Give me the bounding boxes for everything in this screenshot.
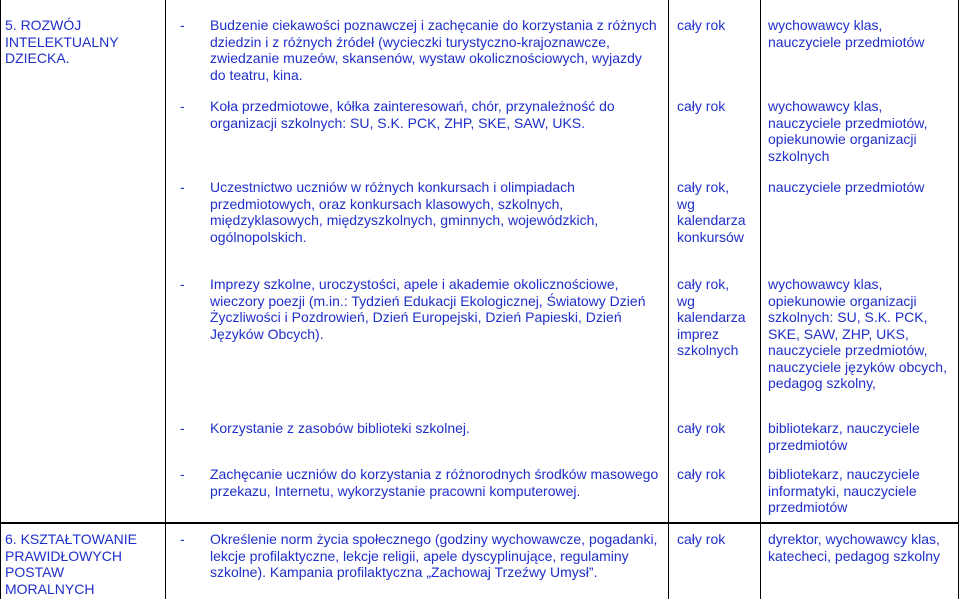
responsible: bibliotekarz, nauczyciele przedmiotów	[768, 420, 920, 453]
timeframe: cały rok, wg kalendarza konkursów	[677, 179, 746, 245]
activity-row-5-5	[180, 420, 660, 437]
table-column-divider-3	[760, 0, 761, 599]
activity-text: Określenie norm życia społecznego (godziny wychowawcze, pogadanki, lekcje profilaktyczne, lekcje religii, apele dyscyplinujące, regulaminy szkolne). Kampania profilaktyczna „Zachowaj Trzeźwy Umysł”.	[210, 531, 658, 580]
responsible: wychowawcy klas, nauczyciele przedmiotów, opiekunowie organizacji szkolnych	[768, 98, 928, 164]
activity-row-5-6	[180, 466, 660, 499]
activity-row-5-4	[180, 276, 660, 342]
table-border-left	[0, 0, 1, 599]
table-border-right	[958, 0, 959, 599]
section-title-6: 6. KSZTAŁTOWANIE PRAWIDŁOWYCH POSTAW MORALNYCH	[5, 531, 137, 597]
timeframe: cały rok	[677, 466, 726, 482]
timeframe: cały rok	[677, 17, 726, 33]
activity-text: Budzenie ciekawości poznawczej i zachęcanie do korzystania z różnych dziedzin i z różnych źródeł (wycieczki turystyczno-krajoznawcze, zwiedzanie muzeów, skansenów, wystaw okolicznościowych, wyjazdy do teatru, kina.	[210, 17, 657, 83]
timeframe: cały rok, wg kalendarza imprez szkolnych	[677, 276, 746, 358]
bullet-dash: -	[180, 420, 185, 436]
table-column-divider-1	[165, 0, 166, 599]
activity-text: Zachęcanie uczniów do korzystania z różnorodnych środków masowego przekazu, Internetu, wykorzystanie pracowni komputerowej.	[210, 466, 659, 499]
bullet-dash: -	[180, 98, 185, 114]
timeframe: cały rok	[677, 531, 726, 547]
responsible: wychowawcy klas, nauczyciele przedmiotów	[768, 17, 925, 50]
activity-text: Imprezy szkolne, uroczystości, apele i akademie okolicznościowe, wieczory poezji (m.in.: Tydzień Edukacji Ekologicznej, Światowy Dzień Życzliwości i Pozdrowień, Dzień Europejski, Dzień Papieski, Dzień Języków Obcych).	[210, 276, 646, 342]
timeframe: cały rok	[677, 98, 726, 114]
bullet-dash: -	[180, 531, 185, 547]
section-divider	[0, 522, 959, 524]
activity-text: Koła przedmiotowe, kółka zainteresowań, chór, przynależność do organizacji szkolnych: SU, S.K. PCK, ZHP, SKE, SAW, UKS.	[210, 98, 615, 131]
activity-text: Korzystanie z zasobów biblioteki szkolnej.	[210, 420, 470, 436]
activity-row-5-3	[180, 179, 660, 245]
activity-row-5-1	[180, 17, 660, 83]
table-column-divider-2	[668, 0, 669, 599]
timeframe: cały rok	[677, 420, 726, 436]
bullet-dash: -	[180, 276, 185, 292]
responsible: dyrektor, wychowawcy klas, katecheci, pedagog szkolny	[768, 531, 940, 564]
responsible: wychowawcy klas, opiekunowie organizacji szkolnych: SU, S.K. PCK, SKE, SAW, ZHP, UKS, nauczyciele przedmiotów, nauczyciele języków obcych, pedagog szkolny,	[768, 276, 947, 391]
activity-row-6-1	[180, 531, 660, 581]
bullet-dash: -	[180, 17, 185, 33]
activity-text: Uczestnictwo uczniów w różnych konkursach i olimpiadach przedmiotowych, oraz konkursach klasowych, szkolnych, międzyklasowych, międzyszkolnych, gminnych, wojewódzkich, ogólnopolskich.	[210, 179, 599, 245]
responsible: bibliotekarz, nauczyciele informatyki, nauczyciele przedmiotów	[768, 466, 920, 515]
bullet-dash: -	[180, 179, 185, 195]
activity-row-5-2	[180, 98, 660, 131]
bullet-dash: -	[180, 466, 185, 482]
responsible: nauczyciele przedmiotów	[768, 179, 925, 195]
section-title-5: 5. ROZWÓJ INTELEKTUALNY DZIECKA.	[5, 17, 119, 66]
